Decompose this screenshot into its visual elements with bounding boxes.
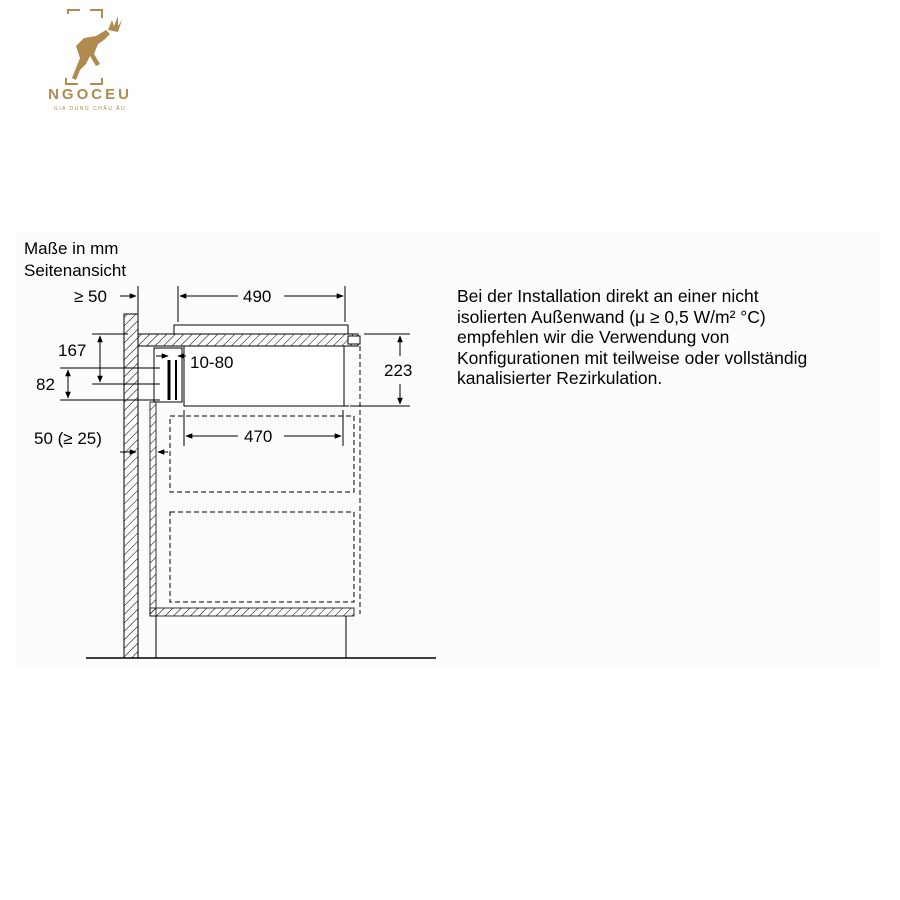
heading-units: Maße in mm [24, 239, 119, 258]
heading-view: Seitenansicht [24, 261, 127, 280]
dim-gap-range: 10-80 [190, 353, 234, 372]
note-line: isolierten Außenwand (μ ≥ 0,5 W/m² °C) [457, 306, 766, 327]
hob-glass [174, 325, 348, 334]
dim-left-167: 167 [58, 341, 87, 360]
countertop [138, 334, 358, 346]
dim-223: 223 [384, 361, 413, 380]
drawer-lower [170, 512, 354, 602]
brand-tagline: GIA DUNG CHÂU ÂU [53, 106, 127, 112]
wall [124, 314, 138, 658]
dim-width-top: 490 [243, 287, 272, 306]
dim-470: 470 [244, 427, 273, 446]
dim-wall-gap: ≥ 50 [74, 287, 107, 306]
note-line: empfehlen wir die Verwendung von [457, 327, 730, 347]
cabinet-side [150, 402, 156, 616]
note-line: kanalisierter Rezirkulation. [457, 368, 663, 388]
cabinet-bottom [150, 608, 354, 616]
note-line: Bei der Installation direkt an einer nicht [457, 286, 759, 306]
dim-82: 82 [36, 375, 55, 394]
dim-50-25: 50 (≥ 25) [34, 429, 102, 448]
note-line: Konfigurationen mit teilweise oder vollständig [457, 347, 808, 368]
brand-name: NGOCEU [48, 86, 132, 103]
installation-note [457, 286, 877, 389]
